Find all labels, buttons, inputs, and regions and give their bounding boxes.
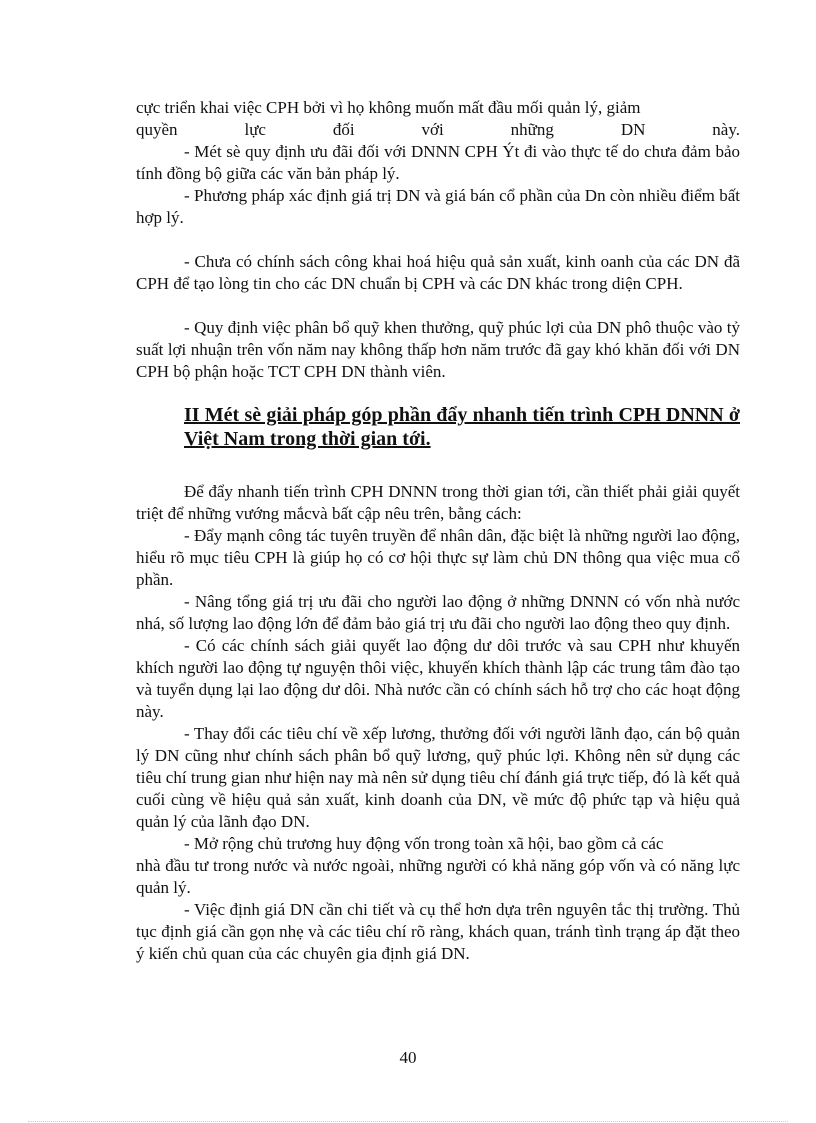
list-item: - Có các chính sách giải quyết lao động dư dôi trước và sau CPH như khuyến khích người lao động tự nguyện thôi việc, khuyến khích thành lập các trung tâm đào tạo và tuyển dụng lại lao động dư dôi. Nhà nước cần có chính sách hỗ trợ cho các hoạt động này. [136, 636, 740, 721]
paragraph: - Chưa có chính sách công khai hoá hiệu quả sản xuất, kinh oanh của các DN đã CPH để tạo lòng tin cho các DN chuẩn bị CPH và các DN khác trong diện CPH. [136, 252, 740, 293]
list-item: - Mở rộng chủ trương huy động vốn trong toàn xã hội, bao gồm cả các [184, 834, 664, 853]
paragraph: - Phương pháp xác định giá trị DN và giá bán cổ phần của Dn còn nhiều điểm bất hợp lý. [136, 186, 740, 227]
page-body [136, 97, 740, 965]
list-item: - Nâng tổng giá trị ưu đãi cho người lao động ở những DNNN có vốn nhà nước nhá, số lượng lao động lớn để đảm bảo giá trị ưu đãi cho người lao động theo quy định. [136, 592, 740, 633]
intro-paragraph: Để đẩy nhanh tiến trình CPH DNNN trong thời gian tới, cần thiết phải giải quyết triệt để những vướng mắcvà bất cập nêu trên, bằng cách: [136, 482, 740, 523]
list-item: - Đẩy mạnh công tác tuyên truyền để nhân dân, đặc biệt là những người lao động, hiểu rõ mục tiêu CPH là giúp họ có cơ hội thực sự làm chủ DN thông qua việc mua cổ phần. [136, 526, 740, 589]
bottom-divider [28, 1121, 788, 1122]
list-item: - Việc định giá DN cần chi tiết và cụ thể hơn dựa trên nguyên tắc thị trường. Thủ tục định giá cần gọn nhẹ và các tiêu chí rõ ràng, khách quan, tránh tình trạng áp đặt theo ý kiến chủ quan của các chuyên gia định giá DN. [136, 900, 740, 963]
continuation-line: cực triển khai việc CPH bởi vì họ không muốn mất đầu mối quản lý, giảm [136, 98, 641, 117]
page-number: 40 [399, 1048, 417, 1067]
list-item: - Thay đổi các tiêu chí về xếp lương, thưởng đối với người lãnh đạo, cán bộ quản lý DN cũng như chính sách phân bổ quỹ lương, quỹ phúc lợi. Không nên sử dụng các tiêu chí trung gian như hiện nay mà nên sử dụng tiêu chí đánh giá trực tiếp, đó là kết quả cuối cùng về hiệu quả sản xuất, kinh doanh của DN, về mức độ phức tạp và hiệu quả quản lý của lãnh đạo DN. [136, 724, 740, 831]
list-item-continuation: nhà đầu tư trong nước và nước ngoài, những người có khả năng góp vốn và có năng lực quản lý. [136, 856, 740, 897]
section-heading: II Mét sè giải pháp góp phần đẩy nhanh tiến trình CPH DNNN ở Việt Nam trong thời gian tới. [184, 404, 740, 450]
continuation-line: quyền lực đối với những DN này. [136, 120, 740, 139]
paragraph: - Mét sè quy định ưu đãi đối với DNNN CPH Ýt đi vào thực tế do chưa đảm bảo tính đồng bộ giữa các văn bản pháp lý. [136, 142, 740, 183]
paragraph: - Quy định việc phân bổ quỹ khen thưởng, quỹ phúc lợi của DN phô thuộc vào tỷ suất lợi nhuận trên vốn năm nay không thấp hơn năm trước đã gay khó khăn đối với DN CPH bộ phận hoặc TCT CPH DN thành viên. [136, 318, 740, 381]
